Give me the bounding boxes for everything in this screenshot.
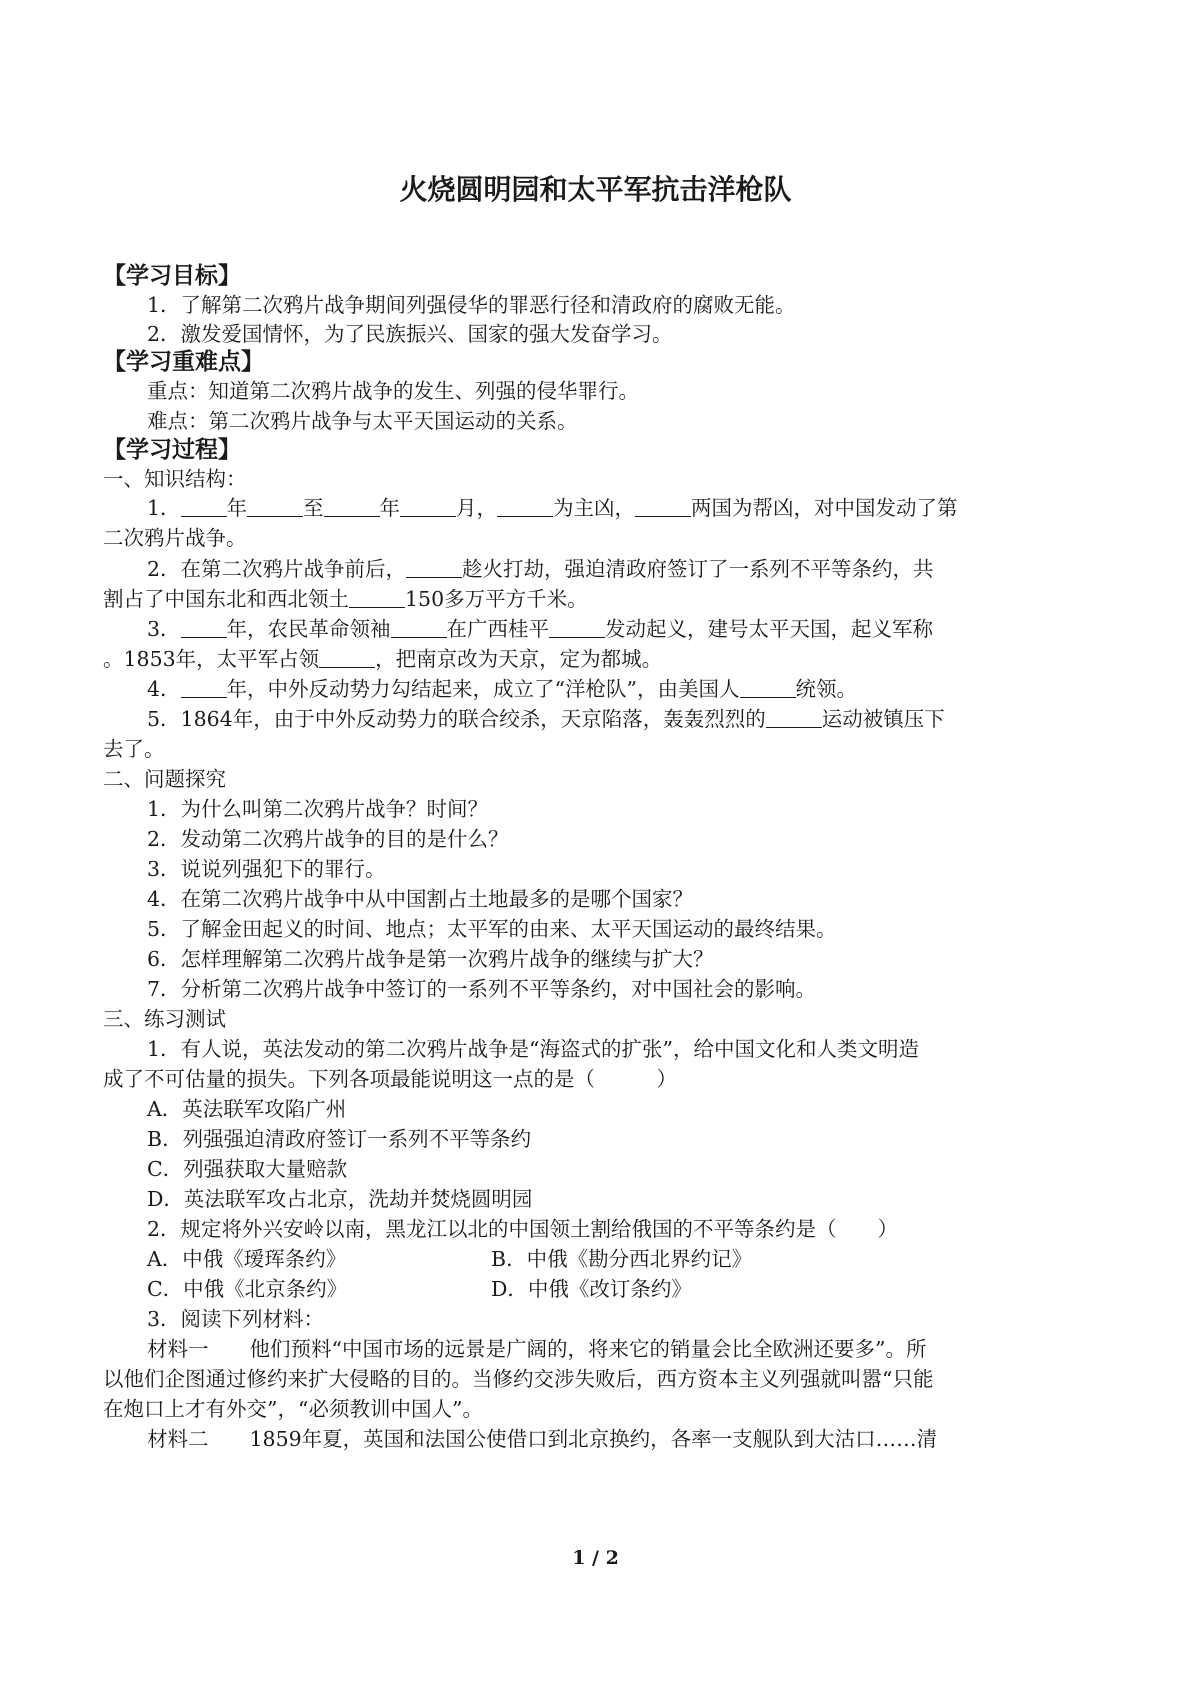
fill-blank[interactable] [635,496,691,517]
test-q2-option-a: A．中俄《瑷珲条约》 [147,1247,347,1271]
part-knowledge-structure: 一、知识结构： [103,467,247,491]
knowledge-q3-line2: 。1853年，太平军占领 ，把南京改为天京，定为都城。 [103,647,663,671]
difficult-point: 难点：第二次鸦片战争与太平天国运动的关系。 [147,409,578,433]
fill-blank[interactable] [181,496,227,517]
fill-blank[interactable] [391,617,447,638]
material-1-line3: 在炮口上才有外交”，“必须教训中国人”。 [103,1397,483,1421]
q1-num: 1． [147,496,181,520]
page-number: 1 / 2 [572,1547,619,1569]
explore-item: 7．分析第二次鸦片战争中签订的一系列不平等条约，对中国社会的影响。 [147,977,817,1001]
test-q1-option-d: D．英法联军攻占北京，洗劫并焚烧圆明园 [147,1187,533,1211]
fill-blank[interactable] [319,647,375,668]
knowledge-q1-line1: 1． 年 至 年 月， 为主凶， 两国为帮凶，对中国发动了第 [147,496,958,520]
fill-blank[interactable] [324,496,380,517]
fill-blank[interactable] [247,496,303,517]
explore-item: 2．发动第二次鸦片战争的目的是什么？ [147,827,509,851]
fill-blank[interactable] [549,617,605,638]
heading-key-points: 【学习重难点】 [103,349,264,375]
fill-blank[interactable] [740,677,796,698]
test-q2-option-d: D．中俄《改订条约》 [491,1277,692,1301]
knowledge-q5-line2: 去了。 [103,737,165,761]
test-q2: 2．规定将外兴安岭以南，黑龙江以北的中国领土割给俄国的不平等条约是（ ） [147,1217,899,1241]
key-point: 重点：知道第二次鸦片战争的发生、列强的侵华罪行。 [147,379,639,403]
fill-blank[interactable] [349,587,405,608]
part-problem-inquiry: 二、问题探究 [103,767,226,791]
knowledge-q4: 4． 年，中外反动势力勾结起来，成立了“洋枪队”，由美国人 统领。 [147,677,858,701]
explore-item: 4．在第二次鸦片战争中从中国割占土地最多的是哪个国家？ [147,887,694,911]
material-2-line1: 材料二 1859年夏，英国和法国公使借口到北京换约，各率一支舰队到大沽口……清 [147,1427,938,1451]
fill-blank[interactable] [181,617,227,638]
goal-item-2: 2．激发爱国情怀，为了民族振兴、国家的强大发奋学习。 [147,322,673,346]
explore-item: 3．说说列强犯下的罪行。 [147,857,386,881]
test-q1-option-b: B．列强强迫清政府签订一系列不平等条约 [147,1127,532,1151]
test-q1-line2: 成了不可估量的损失。下列各项最能说明这一点的是（ ） [103,1067,677,1091]
explore-item: 5．了解金田起义的时间、地点；太平军的由来、太平天国运动的最终结果。 [147,917,837,941]
explore-item: 1．为什么叫第二次鸦片战争？时间？ [147,797,489,821]
test-q1-line1: 1．有人说，英法发动的第二次鸦片战争是“海盗式的扩张”，给中国文化和人类文明造 [147,1037,920,1061]
test-q2-option-c: C．中俄《北京条约》 [147,1277,348,1301]
fill-blank[interactable] [400,496,456,517]
fill-blank[interactable] [766,707,822,728]
material-1-line1: 材料一 他们预料“中国市场的远景是广阔的，将来它的销量会比全欧洲还要多”。所 [147,1337,927,1361]
fill-blank[interactable] [181,677,227,698]
knowledge-q3-line1: 3． 年，农民革命领袖 在广西桂平 发动起义，建号太平天国，起义军称 [147,617,934,641]
goal-item-1: 1．了解第二次鸦片战争期间列强侵华的罪恶行径和清政府的腐败无能。 [147,293,796,317]
fill-blank[interactable] [406,557,462,578]
test-q3: 3．阅读下列材料： [147,1307,325,1331]
part-practice-test: 三、练习测试 [103,1007,226,1031]
fill-blank[interactable] [497,496,553,517]
explore-item: 6．怎样理解第二次鸦片战争是第一次鸦片战争的继续与扩大？ [147,947,714,971]
test-q2-option-b: B．中俄《勘分西北界约记》 [491,1247,753,1271]
knowledge-q2-line2: 割占了中国东北和西北领土 150多万平方千米。 [103,587,588,611]
test-q1-option-a: A．英法联军攻陷广州 [147,1097,347,1121]
knowledge-q2-line1: 2．在第二次鸦片战争前后， 趁火打劫，强迫清政府签订了一系列不平等条约，共 [147,557,934,581]
material-1-line2: 以他们企图通过修约来扩大侵略的目的。当修约交涉失败后，西方资本主义列强就叫嚣“只能 [103,1367,934,1391]
heading-learning-goals: 【学习目标】 [103,263,241,289]
knowledge-q1-line2: 二次鸦片战争。 [103,526,247,550]
heading-learning-process: 【学习过程】 [103,437,241,463]
test-q1-option-c: C．列强获取大量赔款 [147,1157,348,1181]
document-title: 火烧圆明园和太平军抗击洋枪队 [399,173,792,206]
knowledge-q5-line1: 5．1864年，由于中外反动势力的联合绞杀，天京陷落，轰轰烈烈的 运动被镇压下 [147,707,945,731]
